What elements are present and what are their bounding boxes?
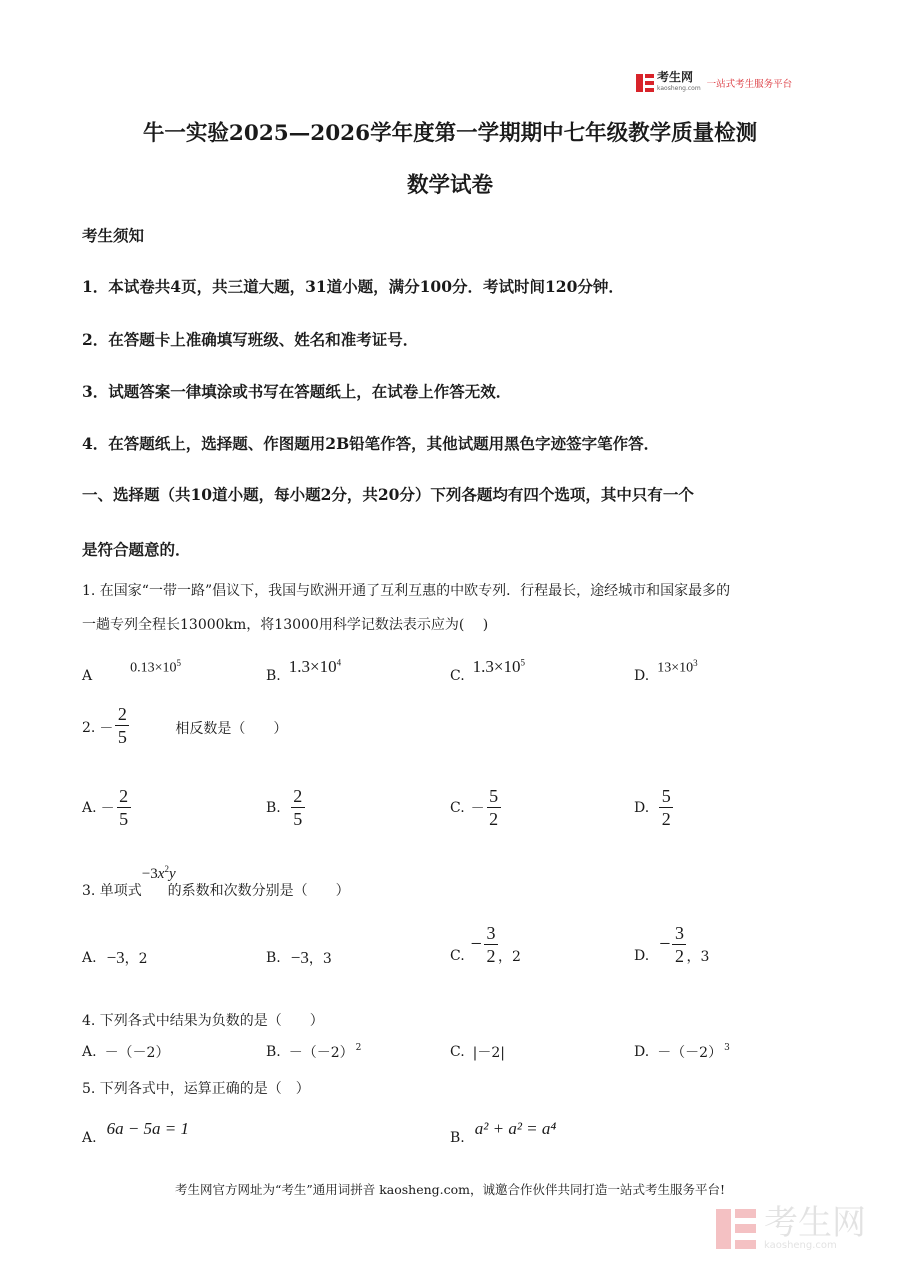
q4-option-c-label: C. (450, 1044, 465, 1060)
logo-sub: kaosheng.com (657, 85, 701, 92)
q4-option-b[interactable] (266, 1042, 361, 1062)
q2-option-d-fraction (659, 786, 673, 829)
q4-option-d-label: D. (634, 1044, 650, 1060)
q3-expr-exp: 2 (164, 864, 169, 874)
q3-option-d-denominator: 2 (674, 945, 684, 966)
q2-option-c-label: C. (450, 799, 465, 816)
q2-option-a-denominator: 5 (119, 809, 129, 829)
q2-option-c-sign: － (470, 800, 485, 817)
q2-stem (82, 704, 287, 747)
q1-option-b-exp: 4 (336, 657, 342, 668)
q1-option-b-label: B. (266, 668, 281, 684)
q5-stem: 5. 下列各式中，运算正确的是（ ） (82, 1081, 310, 1097)
q2-option-a-label: A. (82, 799, 97, 816)
notice-heading: 考生须知 (82, 226, 145, 245)
q1-option-a-exp: 5 (176, 657, 182, 668)
q3-option-c-label: C. (450, 948, 465, 964)
q3-option-d-label: D. (634, 948, 650, 964)
q2-option-b-denominator: 5 (293, 809, 303, 829)
q5-option-a-label: A. (82, 1130, 97, 1146)
logo-text: 考生网 (657, 70, 694, 84)
q3-option-c[interactable] (450, 922, 521, 966)
q3-option-b-rest: ，3 (308, 951, 332, 967)
q1-option-d-exp: 3 (693, 657, 698, 668)
q4-option-b-text: －（－2） (288, 1045, 354, 1061)
q3-option-d-sign: − (659, 932, 671, 955)
section1-line2: 是符合题意的． (82, 540, 191, 559)
q1-line1: 1. 在国家“一带一路”倡议下，我国与欧洲开通了互利互惠的中欧专列．行程最长，途经城市和国家最多的 (82, 583, 731, 599)
q4-option-b-label: B. (266, 1044, 281, 1060)
q3-suffix: 的系数和次数分别是（ ） (167, 883, 350, 899)
q1-option-d-label: D. (634, 668, 650, 684)
q4-option-d[interactable] (634, 1042, 730, 1062)
q3-option-b-value: −3 (290, 948, 309, 967)
section1-line1: 一、选择题（共10道小题，每小题2分，共20分）下列各题均有四个选项，其中只有一个 (82, 485, 694, 504)
q2-fraction-denominator: 5 (117, 727, 127, 747)
q3-option-d[interactable] (634, 922, 709, 966)
q5-option-b[interactable] (450, 1112, 556, 1146)
q3-option-a-label: A. (82, 950, 97, 966)
q2-fraction-numerator: 2 (117, 704, 127, 724)
q2-fraction (115, 704, 129, 747)
q2-fraction-bar (115, 725, 129, 726)
q1-option-c[interactable] (450, 650, 525, 684)
notice-item-1: 1．本试卷共4页，共三道大题，31道小题，满分100分．考试时间120分钟． (82, 277, 624, 296)
notice-item-4: 4．在答题纸上，选择题、作图题用2B铅笔作答，其他试题用黑色字迹签字笔作答． (82, 434, 660, 453)
q4-option-b-exp: 2 (355, 1043, 362, 1053)
q2-option-c[interactable] (450, 786, 501, 829)
q2-option-b[interactable] (266, 786, 305, 829)
q2-option-a[interactable] (82, 786, 131, 829)
watermark-text: 考生网 (764, 1203, 866, 1243)
q1-option-b-base: 1.3×10 (288, 657, 337, 676)
q2-option-b-numerator: 2 (293, 786, 303, 806)
q2-option-a-numerator: 2 (119, 786, 129, 806)
q4-option-a-label: A. (82, 1044, 97, 1060)
watermark-logo-icon (716, 1209, 756, 1249)
q1-option-a[interactable] (82, 650, 181, 684)
q3-option-d-rest: ，3 (686, 949, 710, 965)
q3-option-d-numerator: 3 (674, 922, 684, 943)
q2-option-d-denominator: 2 (661, 809, 671, 829)
q2-option-a-fraction (117, 786, 131, 829)
q4-option-d-exp: 3 (724, 1043, 730, 1053)
q1-option-c-base: 1.3×10 (472, 657, 521, 676)
q2-text: 相反数是（ ） (175, 720, 288, 737)
exam-title: 牛一实验2025—2026学年度第一学期期中七年级教学质量检测 (142, 121, 758, 146)
q2-option-d-label: D. (634, 799, 650, 816)
q4-option-a-text: －（－2） (104, 1045, 170, 1061)
q5-option-a-expr: 6a − 5a = 1 (106, 1119, 190, 1138)
q3-prefix: 3. 单项式 (82, 883, 142, 899)
q4-option-a[interactable] (82, 1042, 169, 1062)
q2-option-a-sign: － (100, 800, 115, 817)
kaosheng-logo-icon (636, 74, 654, 92)
header-logo (636, 72, 792, 94)
q2-option-b-fraction (291, 786, 305, 829)
q3-expr-x: x (157, 866, 165, 882)
q3-option-c-numerator: 3 (486, 922, 496, 943)
q2-option-d-numerator: 5 (661, 786, 671, 806)
q3-stem (82, 866, 350, 900)
watermark-sub: kaosheng.com (764, 1240, 837, 1251)
q3-option-c-sign: − (470, 932, 482, 955)
q1-option-a-base: 0.13×10 (130, 660, 177, 676)
q2-option-c-denominator: 2 (489, 809, 499, 829)
q3-option-a-rest: ，2 (124, 951, 148, 967)
q3-expr-coef: −3 (141, 866, 158, 882)
exam-subtitle: 数学试卷 (406, 173, 493, 198)
q5-option-b-label: B. (450, 1130, 465, 1146)
q3-option-b[interactable] (266, 948, 332, 968)
q4-option-d-text: －（－2） (657, 1045, 723, 1061)
watermark (716, 1202, 878, 1256)
q3-option-d-fraction (672, 923, 686, 966)
q3-option-c-denominator: 2 (486, 945, 496, 966)
q5-option-b-expr: a² + a² = a⁴ (474, 1119, 557, 1138)
q2-option-c-fraction (487, 786, 501, 829)
q4-option-c-text: |－2| (472, 1045, 506, 1061)
q3-option-a[interactable] (82, 948, 148, 968)
notice-item-3: 3．试题答案一律填涂或书写在答题纸上，在试卷上作答无效． (82, 382, 512, 401)
q2-number: 2. (82, 719, 96, 736)
logo-slogan: 一站式考生服务平台 (706, 79, 793, 90)
q2-option-d[interactable] (634, 786, 673, 829)
notice-item-2: 2．在答题卡上准确填写班级、姓名和准考证号． (82, 330, 419, 349)
q3-option-c-fraction (484, 923, 498, 966)
q2-sign: － (99, 720, 114, 737)
q3-expr-y: y (168, 866, 176, 882)
q5-option-a[interactable] (82, 1112, 189, 1146)
q2-option-b-label: B. (266, 799, 281, 816)
q1-option-c-exp: 5 (520, 657, 526, 668)
q1-line2: 一趟专列全程长13000km，将13000用科学记数法表示应为( ) (82, 617, 489, 633)
q4-option-c[interactable] (450, 1042, 505, 1062)
q3-option-c-rest: ，2 (497, 949, 521, 965)
q3-option-b-label: B. (266, 950, 281, 966)
q1-option-d[interactable] (634, 650, 698, 684)
q4-stem: 4. 下列各式中结果为负数的是（ ） (82, 1013, 324, 1029)
q1-option-b[interactable] (266, 650, 341, 684)
q1-option-d-base: 13×10 (657, 660, 694, 676)
footer-text: 考生网官方网址为“考生”通用词拼音 kaosheng.com，诚邀合作伙伴共同打造一站式考生服务平台! (174, 1182, 726, 1197)
q3-option-a-value: −3 (106, 948, 125, 967)
q1-option-a-label: A (82, 668, 93, 684)
q1-option-c-label: C. (450, 668, 465, 684)
q2-option-c-numerator: 5 (489, 786, 499, 806)
